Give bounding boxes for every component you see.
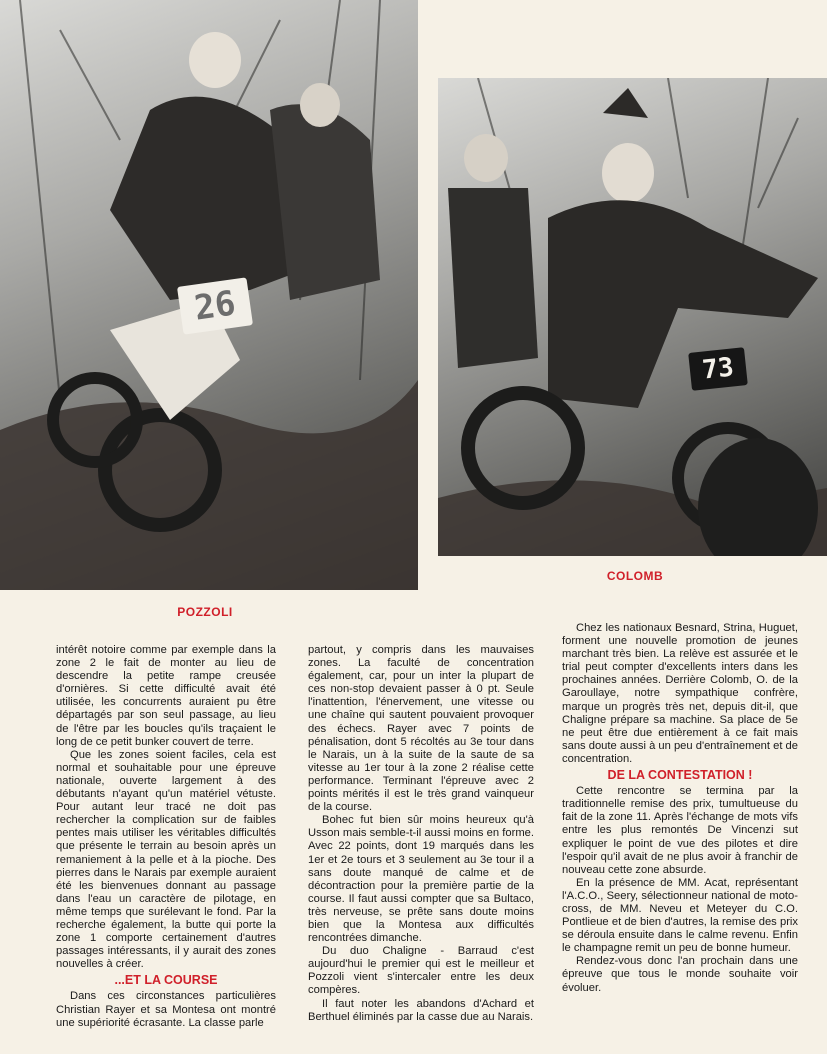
paragraph: Du duo Chaligne - Barraud c'est aujourd'hui le premier qui est le meilleur et Pozzoli vient s'intercaler entre les deux compères. bbox=[308, 945, 534, 997]
article-column-1 bbox=[56, 644, 276, 1030]
section-heading-la-course: ...ET LA COURSE bbox=[114, 973, 218, 988]
paragraph: intérêt notoire comme par exemple dans la zone 2 le fait de monter au lieu de descendre la petite rampe creusée d'ornières. Si cette difficulté avait été utilisée, les concurrents auraient pu être départagés par son seul passage, au lieu de l'être par les boucles qu'ils traçaient le long de ce petit bunker couvert de terre. bbox=[56, 644, 276, 748]
article-column-2 bbox=[308, 644, 534, 1024]
article-column-3 bbox=[562, 622, 798, 995]
paragraph: Chez les nationaux Besnard, Strina, Huguet, forment une nouvelle promotion de jeunes marchant très bien. La relève est assurée et le trial peut compter d'excellents inters dans les prochaines années. Derrière Colomb, O. de la Garoullaye, notre sympathique confrère, marque un progrès très net, depuis dit-il, que Chaligne prépare sa machine. Sa place de 5e ne peut être due entièrement à ce fait mais sans doute aussi à un peu d'entraînement et de concentration. bbox=[562, 622, 798, 765]
photo-pozzoli bbox=[0, 0, 418, 590]
paragraph: partout, y compris dans les mauvaises zones. La faculté de concentration également, car, pour un inter la plupart de ces non-stop devaient passer à 0 pt. Seule l'inattention, l'énervement, une vitesse ou une chaîne qui sautent pouvaient provoquer des échecs. Rayer avec 7 points de pénalisation, dont 5 récoltés au 3e tour dans le Narais, un à la suite de la saute de sa vitesse au 1er tour à la zone 2 réalise cette performance. Terminant l'épreuve avec 2 points mérités il est le très grand vainqueur de la course. bbox=[308, 644, 534, 814]
number-plate-left: 26 bbox=[177, 277, 253, 334]
photo-colomb bbox=[438, 78, 827, 556]
paragraph: Rendez-vous donc l'an prochain dans une épreuve que tous le monde souhaite voir évoluer. bbox=[562, 955, 798, 994]
paragraph: Bohec fut bien sûr moins heureux qu'à Usson mais semble-t-il aussi moins en forme. Avec 22 points, dont 19 marqués dans les 1er et 2e tours et 3 seulement au 3e tour il a sans doute manqué de calme et de décontraction pour la première partie de la course. Il faut aussi compter que sa Bultaco, très nerveuse, se prête sans doute moins bien que la Montesa aux difficultés rencontrées dimanche. bbox=[308, 814, 534, 945]
section-heading-contestation: DE LA CONTESTATION ! bbox=[607, 768, 753, 783]
paragraph: Il faut noter les abandons d'Achard et Berthuel éliminés par la casse due au Narais. bbox=[308, 997, 534, 1023]
motorcycle-rider-photo-icon bbox=[438, 78, 827, 556]
paragraph: Que les zones soient faciles, cela est normal et souhaitable pour une épreuve nationale, ouverte largement à des débutants n'ayant qu'un matériel vétuste. Pour autant leur tracé ne doit pas rechercher la complication sur de faibles pentes mais utiliser les véritables difficultés que présente le terrain au besoin après un remaniement à la pelle et à la pioche. Des pierres dans le Narais par exemple auraient été les bienvenues donnant au passage dans l'eau un caractère de pilotage, en même temps que surélevant le fond. Par la recherche également, la butte qui porte la zone 1 comporte certainement d'autres passages intéressants, il y aurait des zones nouvelles à créer. bbox=[56, 748, 276, 971]
paragraph: Cette rencontre se termina par la traditionnelle remise des prix, tumultueuse du fait de la zone 11. Après l'échange de mots vifs entre les plus remontés De Vincenzi sut expliquer le point de vue des pilotes et dire l'espoir qu'il avait de ne plus avoir à franchir de nouveau cette zone absurde. bbox=[562, 785, 798, 876]
caption-colomb: COLOMB bbox=[606, 569, 664, 583]
number-plate-right: 73 bbox=[688, 347, 748, 391]
paragraph: En la présence de MM. Acat, représentant l'A.C.O., Seery, sélectionneur national de moto-cross, de MM. Neveu et Meteyer du C.O. Pontlieue et de bien d'autres, la remise des prix se déroula ensuite dans le calme revenu. Enfin le champagne remit un peu de bonne humeur. bbox=[562, 876, 798, 955]
caption-pozzoli: POZZOLI bbox=[177, 605, 233, 619]
paragraph: Dans ces circonstances particulières Christian Rayer et sa Montesa ont montré une supériorité écrasante. La classe parle bbox=[56, 990, 276, 1029]
